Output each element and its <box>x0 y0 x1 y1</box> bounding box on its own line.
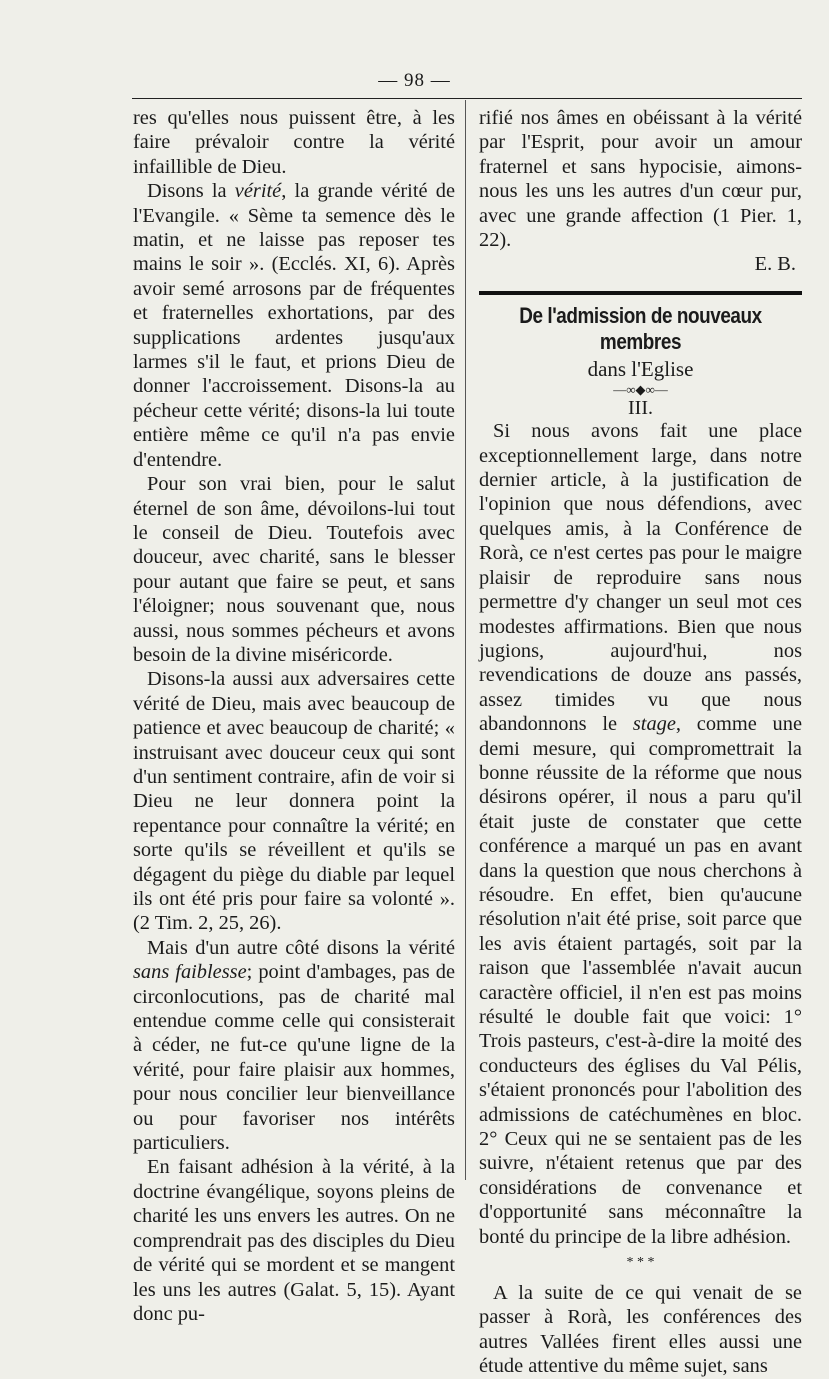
left-paragraph-5-start: Mais d'un autre côté disons la vérité <box>147 936 455 959</box>
left-paragraph-6: En faisant adhésion à la vérité, à la doctrine évangélique, soyons pleins de charité les uns envers les autres. On ne comprendrait pas des disciples du Dieu de vérité qui se mordent et se mangent les uns les autres (Galat. 5, 15). Ayant donc pu- <box>133 1156 455 1325</box>
header-rule <box>132 98 802 99</box>
article-title: De l'admission de nouveaux membres <box>519 302 762 354</box>
left-paragraph-2-end: , la grande vérité de l'Evangile. « Sème ta semence dès le matin, et ne laisse pas reposer tes mains le soir ». (Ecclés. XI, 6). Après avoir semé arrosons par de fréquentes et fraternelles exhortations, par des supplications ardentes jusqu'aux larmes s'il le faut, et prions Dieu de donner l'accroissement. Disons-la au pécheur cette vérité; disons-la lui toute entière même ce qu'il n'a pas envie d'entendre. <box>133 180 455 471</box>
left-paragraph-4: Disons-la aussi aux adversaires cette vérité de Dieu, mais avec beaucoup de patience et avec beaucoup de charité; « instruisant avec douceur ceux qui sont d'un sentiment contraire, afin de voir si Dieu ne leur donnera point la repentance pour connaître la vérité; en sorte qu'ils se réveillent et qu'ils se dégagent du piège du diable par lequel ils ont été pris pour faire sa volonté ». (2 Tim. 2, 25, 26). <box>133 668 455 935</box>
left-paragraph-5 <box>133 936 455 1156</box>
left-paragraph-1: res qu'elles nous puissent être, à les faire prévaloir contre la vérité infaillible de Dieu. <box>133 107 455 178</box>
left-paragraph-5-end: ; point d'ambages, pas de circonlocutions, pas de charité mal entendue comme celle qui consisterait à céder, ne fut-ce qu'une ligne de la vérité, pour faire plaisir aux hommes, pour nous concilier leur bienveillance ou pour favoriser nos intérêts particuliers. <box>133 961 456 1155</box>
right-column <box>479 106 802 1379</box>
page-number: — 98 — <box>378 70 451 91</box>
article-separator-rule <box>479 291 802 295</box>
column-divider <box>465 100 466 1180</box>
left-paragraph-2 <box>133 179 455 472</box>
right-paragraph-1: rifié nos âmes en obéissant à la vérité par l'Esprit, pour avoir un amour fraternel et sans hypocisie, aimons-nous les uns les autres d'un cœur pur, avec une grande affection (1 Pier. 1, 22). <box>479 107 802 252</box>
left-paragraph-3: Pour son vrai bien, pour le salut éternel de son âme, dévoilons-lui tout le conseil de Dieu. Toutefois avec douceur, avec charité, sans le blesser pour autant que faire se peut, et sans l'éloigner; nous souvenant que, nous aussi, nous sommes pécheurs et avons besoin de la divine miséricorde. <box>133 473 455 666</box>
article-subtitle: dans l'Eglise <box>587 356 694 381</box>
section-number: III. <box>628 397 653 420</box>
asterism: * * * <box>626 1255 655 1271</box>
right-paragraph-2-emphasis: stage <box>632 713 676 736</box>
right-paragraph-2 <box>479 419 802 1249</box>
left-column <box>133 106 455 1326</box>
right-paragraph-2-end: , comme une demi mesure, qui compromettrait la bonne réussite de la réforme que nous désirons opérer, il nous a paru qu'il était juste de constater que cette conférence a marqué un pas en avant dans la question que nous cherchons à résoudre. En effet, bien qu'aucune résolution n'ait été prise, soit parce que les avis étaient partagés, soit par la raison que l'assemblée n'avait aucun caractère officiel, il n'en est pas moins résulté le double fait que voici: 1° Trois pasteurs, c'est-à-dire la moité des conducteurs des églises du Val Pélis, s'étaient prononcés pour l'abolition des admissions de catéchumènes en bloc. 2° Ceux qui ne se sentaient pas de les suivre, n'étaient retenus que par des considérations de convenance et d'opportunité sans méconnaître la bonté du principe de la libre adhésion. <box>479 713 802 1248</box>
left-paragraph-2-emphasis: vérité <box>234 180 282 203</box>
ornament-divider: —∞◆∞— <box>613 382 668 398</box>
right-paragraph-3: A la suite de ce qui venait de se passer à Rorà, les conférences des autres Vallées firent elles aussi une étude attentive du même sujet, sans <box>479 1282 802 1378</box>
left-paragraph-5-emphasis: sans faiblesse <box>133 961 247 984</box>
right-paragraph-2-start: Si nous avons fait une place exceptionnellement large, dans notre dernier article, à la justification de l'opinion que nous défendions, avec quelques amis, à la Conférence de Rorà, ce n'est certes pas pour le maigre plaisir de reproduire sans nous permettre d'y changer un seul mot ces modestes affirmations. Bien que nous jugions, aujourd'hui, nos revendications de douze ans passés, assez timides vu que nous abandonnons le <box>479 420 802 736</box>
signature: E. B. <box>754 253 796 276</box>
left-paragraph-2-start: Disons la <box>147 180 235 203</box>
